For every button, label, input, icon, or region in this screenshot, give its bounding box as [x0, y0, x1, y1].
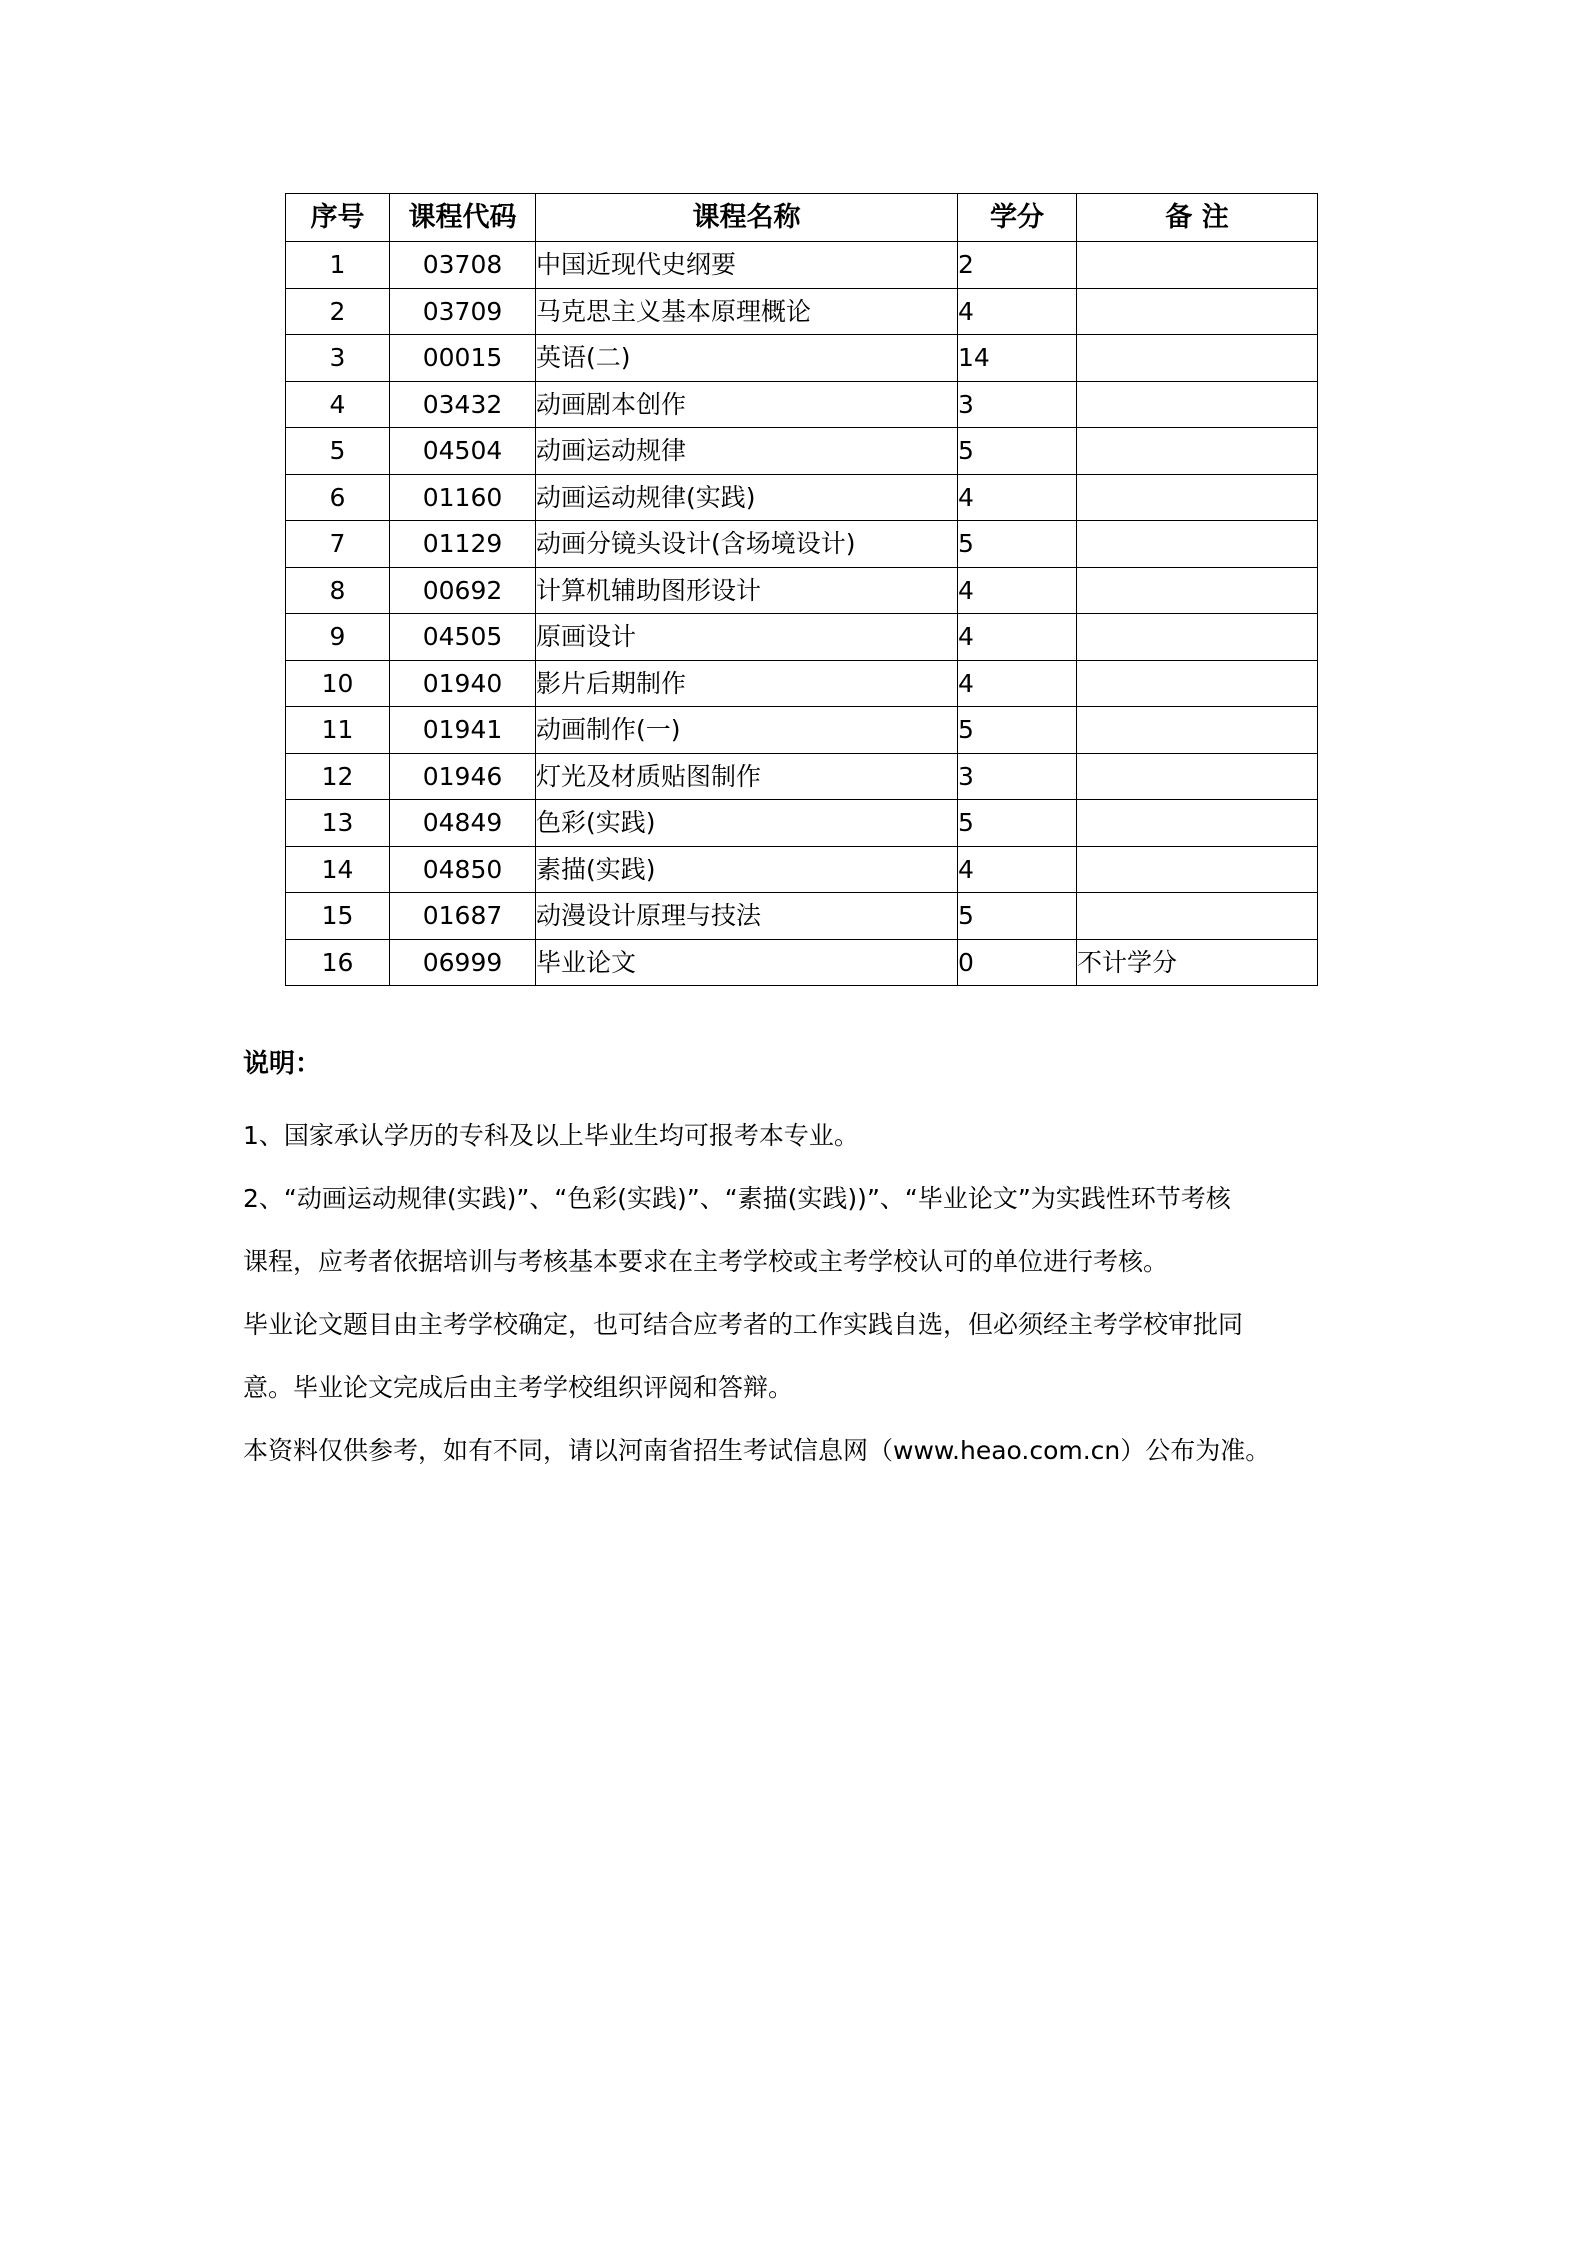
cell-serial-number: 5: [286, 428, 390, 475]
cell-course-name: 中国近现代史纲要: [536, 242, 958, 289]
table-header-row: [286, 194, 1318, 242]
cell-remarks: [1077, 288, 1318, 335]
header-course-code: 课程代码: [390, 194, 536, 242]
cell-remarks: [1077, 753, 1318, 800]
cell-course-name: 计算机辅助图形设计: [536, 567, 958, 614]
cell-course-name: 马克思主义基本原理概论: [536, 288, 958, 335]
header-credits: 学分: [958, 194, 1077, 242]
cell-remarks: [1077, 707, 1318, 754]
table-row: [286, 567, 1318, 614]
cell-course-name: 毕业论文: [536, 939, 958, 986]
cell-credits: 5: [958, 521, 1077, 568]
cell-remarks: [1077, 846, 1318, 893]
table-row: [286, 939, 1318, 986]
note-line: 1、国家承认学历的专科及以上毕业生均可报考本专业。: [243, 1120, 859, 1150]
notes-section: [243, 1048, 1353, 1482]
notes-title: 说明：: [243, 1049, 322, 1079]
table-row: [286, 521, 1318, 568]
cell-credits: 2: [958, 242, 1077, 289]
cell-remarks: [1077, 381, 1318, 428]
cell-course-code: 06999: [390, 939, 536, 986]
cell-serial-number: 11: [286, 707, 390, 754]
cell-course-code: 01946: [390, 753, 536, 800]
cell-serial-number: 3: [286, 335, 390, 382]
cell-credits: 3: [958, 753, 1077, 800]
cell-credits: 4: [958, 614, 1077, 661]
cell-course-name: 动漫设计原理与技法: [536, 893, 958, 940]
cell-remarks: [1077, 567, 1318, 614]
header-serial-number: 序号: [286, 194, 390, 242]
header-remarks: 备 注: [1077, 194, 1318, 242]
cell-serial-number: 7: [286, 521, 390, 568]
cell-credits: 4: [958, 567, 1077, 614]
cell-course-name: 动画运动规律: [536, 428, 958, 475]
cell-course-code: 04850: [390, 846, 536, 893]
cell-credits: 4: [958, 288, 1077, 335]
cell-credits: 14: [958, 335, 1077, 382]
header-course-name: 课程名称: [536, 194, 958, 242]
cell-serial-number: 2: [286, 288, 390, 335]
cell-credits: 4: [958, 474, 1077, 521]
note-line: 课程，应考者依据培训与考核基本要求在主考学校或主考学校认可的单位进行考核。: [243, 1246, 1169, 1276]
cell-course-code: 01129: [390, 521, 536, 568]
cell-serial-number: 15: [286, 893, 390, 940]
cell-course-code: 01160: [390, 474, 536, 521]
table-row: [286, 474, 1318, 521]
cell-credits: 3: [958, 381, 1077, 428]
cell-serial-number: 10: [286, 660, 390, 707]
cell-course-code: 03432: [390, 381, 536, 428]
table-row: [286, 800, 1318, 847]
table-row: [286, 660, 1318, 707]
table-row: [286, 335, 1318, 382]
cell-serial-number: 12: [286, 753, 390, 800]
cell-course-name: 素描(实践): [536, 846, 958, 893]
table-row: [286, 707, 1318, 754]
cell-serial-number: 9: [286, 614, 390, 661]
cell-course-name: 影片后期制作: [536, 660, 958, 707]
cell-remarks: 不计学分: [1077, 939, 1318, 986]
cell-course-name: 动画分镜头设计(含场境设计): [536, 521, 958, 568]
cell-course-name: 动画制作(一): [536, 707, 958, 754]
cell-remarks: [1077, 335, 1318, 382]
cell-course-code: 04504: [390, 428, 536, 475]
note-line: 意。毕业论文完成后由主考学校组织评阅和答辩。: [243, 1372, 794, 1402]
table-row: [286, 893, 1318, 940]
cell-course-code: 04505: [390, 614, 536, 661]
cell-credits: 5: [958, 800, 1077, 847]
cell-course-code: 01687: [390, 893, 536, 940]
course-table: [285, 193, 1318, 986]
table-row: [286, 753, 1318, 800]
cell-course-name: 灯光及材质贴图制作: [536, 753, 958, 800]
table-row: [286, 614, 1318, 661]
cell-credits: 4: [958, 660, 1077, 707]
note-line: 2、“动画运动规律(实践)”、“色彩(实践)”、“素描(实践))”、“毕业论文”为实践性环节考核: [243, 1183, 1231, 1213]
cell-remarks: [1077, 660, 1318, 707]
cell-credits: 5: [958, 428, 1077, 475]
cell-credits: 0: [958, 939, 1077, 986]
cell-serial-number: 16: [286, 939, 390, 986]
cell-course-name: 动画运动规律(实践): [536, 474, 958, 521]
cell-credits: 5: [958, 707, 1077, 754]
cell-remarks: [1077, 242, 1318, 289]
note-line: 毕业论文题目由主考学校确定，也可结合应考者的工作实践自选，但必须经主考学校审批同: [243, 1309, 1244, 1339]
cell-course-name: 色彩(实践): [536, 800, 958, 847]
table-row: [286, 381, 1318, 428]
note-line: 本资料仅供参考，如有不同，请以河南省招生考试信息网（www.heao.com.cn）公布为准。: [243, 1435, 1271, 1465]
cell-course-code: 00015: [390, 335, 536, 382]
cell-serial-number: 13: [286, 800, 390, 847]
cell-course-code: 00692: [390, 567, 536, 614]
cell-course-code: 03709: [390, 288, 536, 335]
cell-remarks: [1077, 474, 1318, 521]
cell-credits: 5: [958, 893, 1077, 940]
cell-course-name: 英语(二): [536, 335, 958, 382]
cell-serial-number: 1: [286, 242, 390, 289]
cell-course-code: 04849: [390, 800, 536, 847]
cell-course-code: 01941: [390, 707, 536, 754]
cell-remarks: [1077, 800, 1318, 847]
table-row: [286, 242, 1318, 289]
cell-course-name: 原画设计: [536, 614, 958, 661]
table-row: [286, 288, 1318, 335]
cell-serial-number: 14: [286, 846, 390, 893]
cell-course-code: 01940: [390, 660, 536, 707]
cell-remarks: [1077, 893, 1318, 940]
table-row: [286, 846, 1318, 893]
cell-serial-number: 6: [286, 474, 390, 521]
cell-course-code: 03708: [390, 242, 536, 289]
cell-remarks: [1077, 614, 1318, 661]
table-row: [286, 428, 1318, 475]
cell-serial-number: 4: [286, 381, 390, 428]
cell-remarks: [1077, 521, 1318, 568]
cell-remarks: [1077, 428, 1318, 475]
cell-course-name: 动画剧本创作: [536, 381, 958, 428]
cell-credits: 4: [958, 846, 1077, 893]
cell-serial-number: 8: [286, 567, 390, 614]
